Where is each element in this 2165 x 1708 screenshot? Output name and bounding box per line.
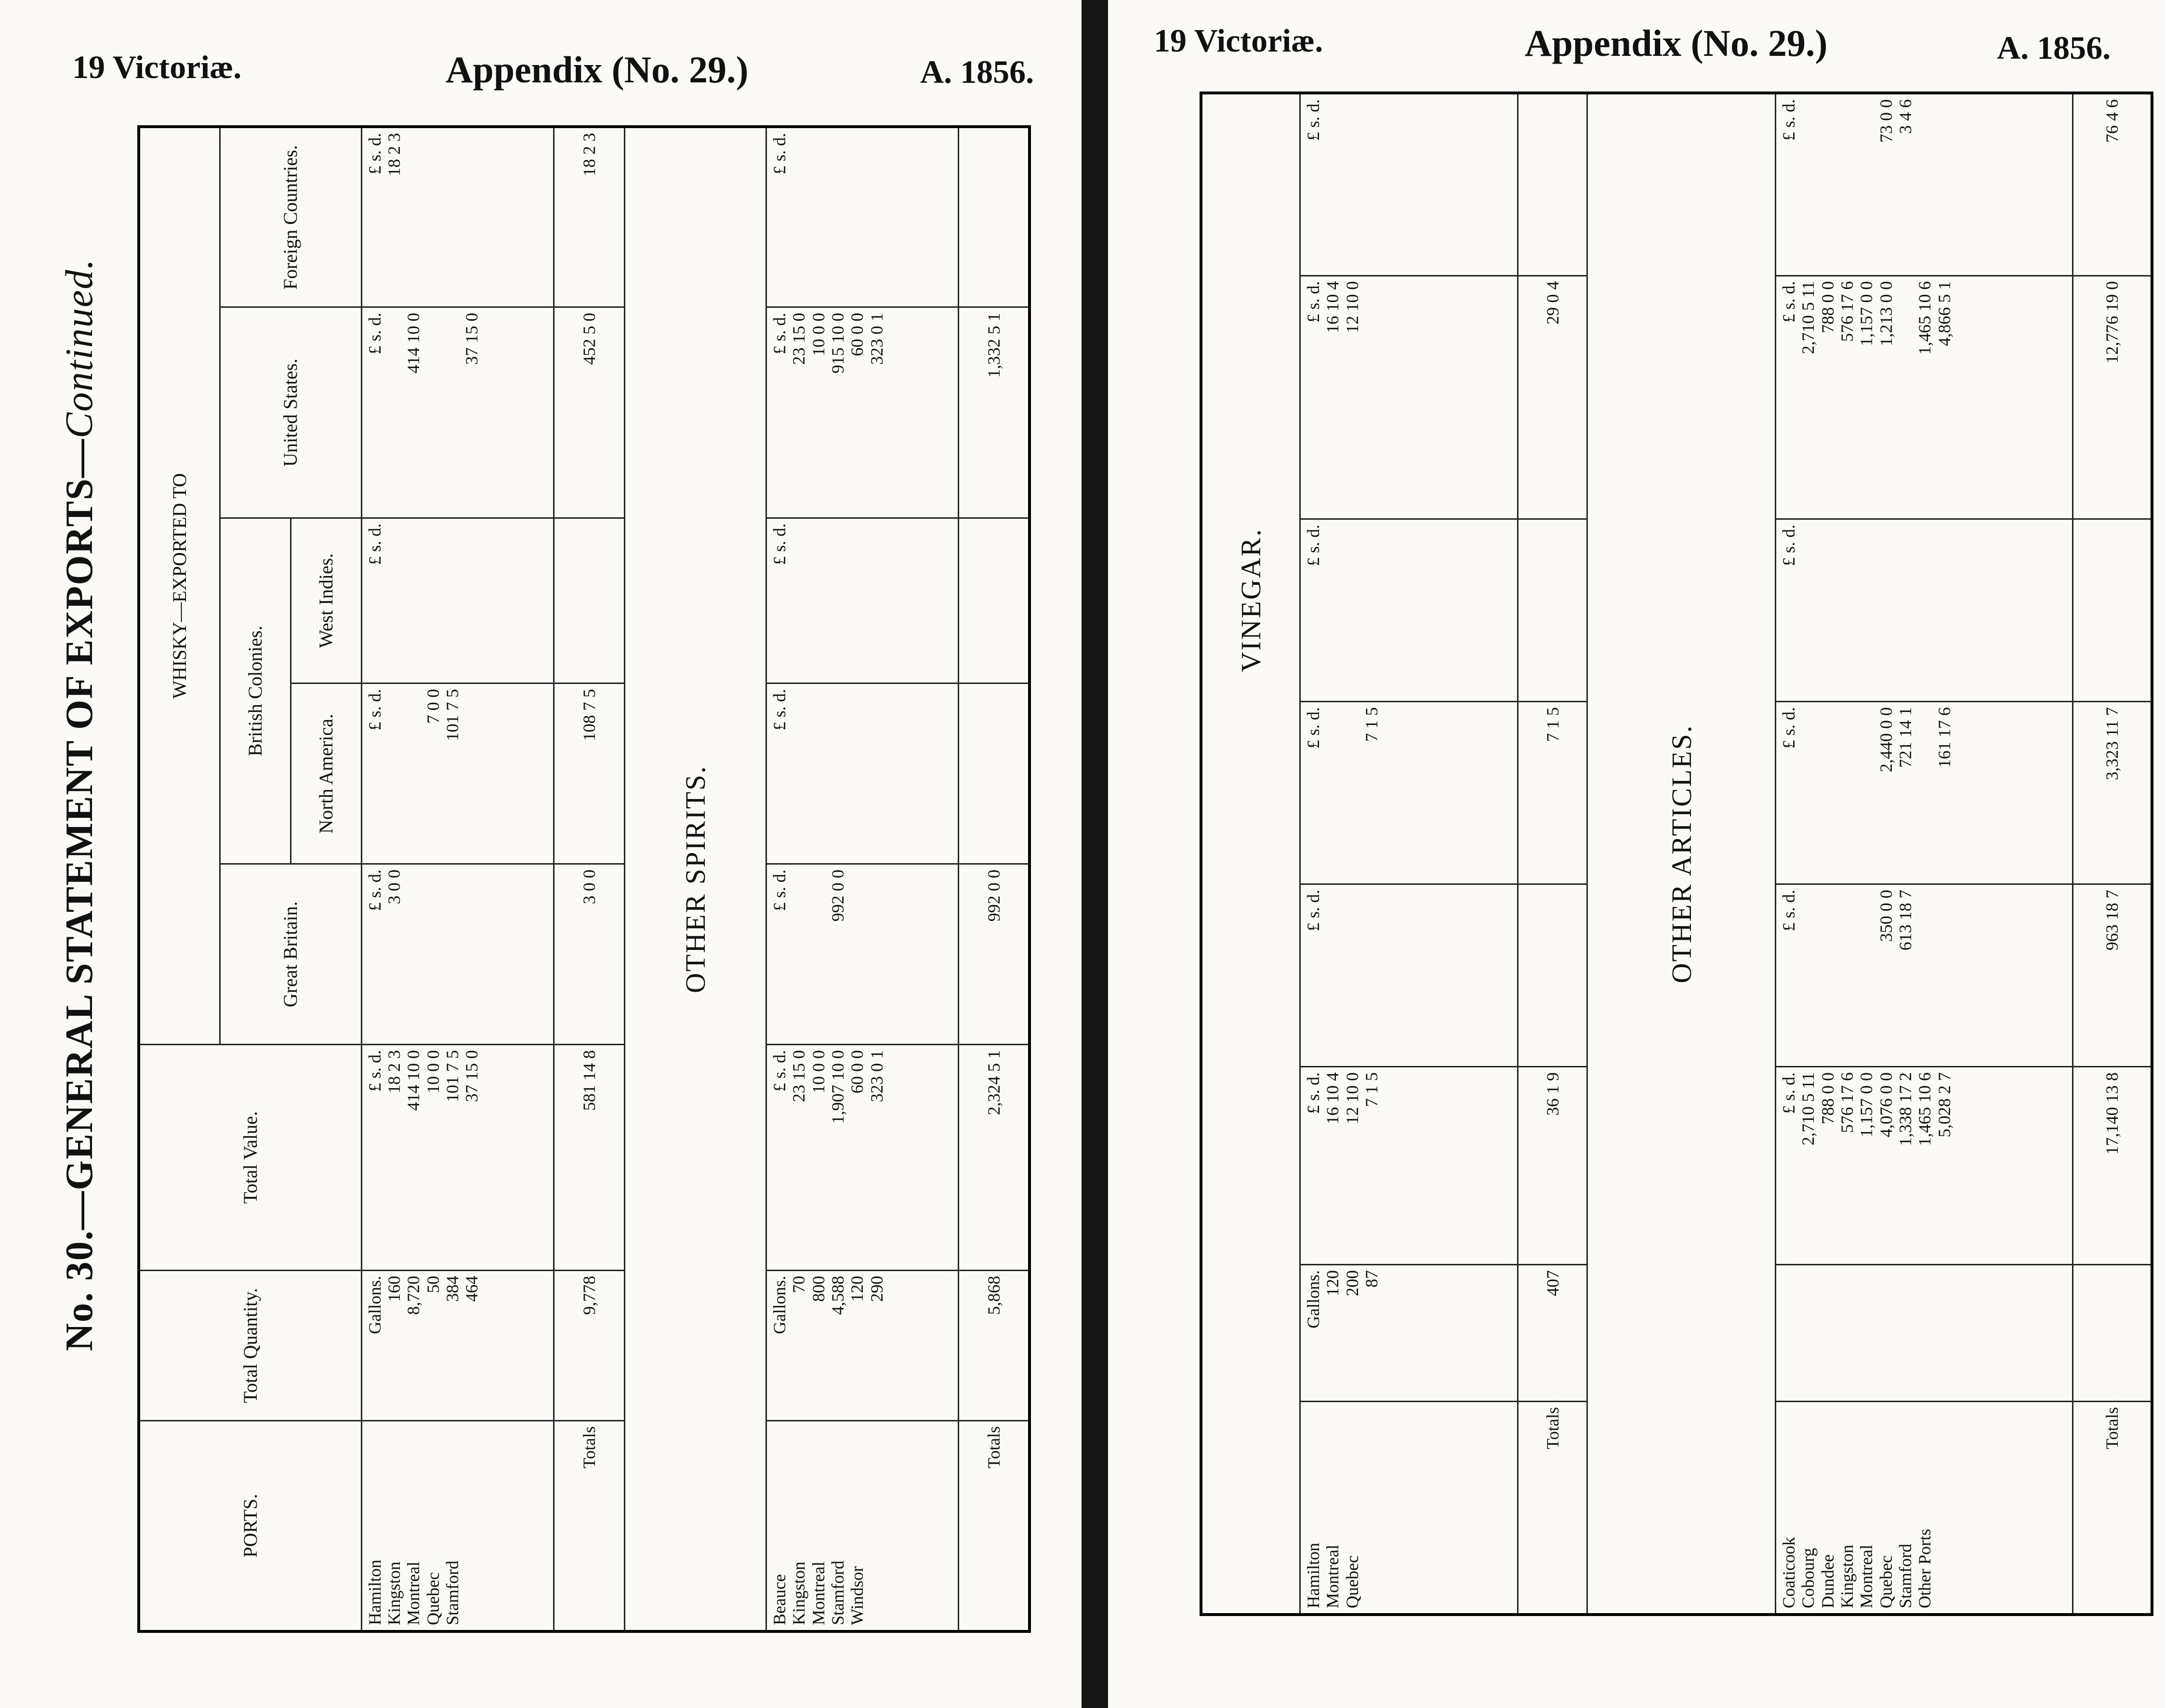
lsd-unit: £ s. d. [1304,707,1323,749]
lsd-unit: £ s. d. [1304,890,1323,932]
totals-label: Totals [959,1421,1030,1631]
articles-quantity-cell [1776,1264,2073,1401]
lsd-unit: £ s. d. [1779,1072,1799,1114]
vinegar-united-states-cell [1300,276,1518,519]
value-entry: 18 2 3 [384,133,404,176]
total-cell: 76 4 6 [2073,93,2152,276]
value-entry: 1,213 0 0 [1876,281,1896,346]
lsd-unit: £ s. d. [1304,281,1323,323]
total-cell [1518,884,1587,1067]
value-entry: 60 0 0 [847,313,867,356]
whisky-exported-to-header: WHISKY—EXPORTED TO [139,127,220,1045]
value-entry: 1,157 0 0 [1857,281,1876,346]
total-cell: 2,324 5 1 [959,1045,1030,1271]
total-cell [1518,93,1587,276]
value-entry: 2,440 0 0 [1876,707,1896,773]
value-entry: 23 15 0 [789,1050,809,1103]
quantity-value: 50 [423,1275,443,1293]
quantity-value: 384 [442,1275,462,1302]
value-entry: 414 10 0 [404,1050,423,1111]
value-entry: 1,907 10 0 [828,1050,848,1124]
total-quantity-header: Total Quantity. [139,1270,361,1420]
left-rotated-table [137,125,1031,1633]
vinegar-great-britain-cell [1300,884,1518,1067]
left-header-appendix: Appendix (No. 29.) [446,49,749,91]
spirits-quantity-cell [766,1270,959,1420]
vinegar-articles-table [1200,92,2153,1616]
left-header-year: A. 1856. [920,53,1034,90]
articles-north-america-cell [1776,702,2073,884]
vinegar-quantity-cell [1300,1264,1518,1401]
vinegar-foreign-cell [1300,93,1518,276]
port-name: Coaticook [1779,1537,1799,1608]
value-entry: 576 17 6 [1837,1072,1857,1133]
lsd-unit: £ s. d. [1304,1072,1323,1114]
total-cell: 9,778 [554,1270,624,1420]
right-page [1108,0,2165,1708]
quantity-value: 8,720 [404,1275,423,1315]
spirits-north-america-cell [766,683,959,864]
total-cell: 17,140 13 8 [2073,1067,2152,1265]
value-entry: 915 10 0 [828,313,848,374]
port-name: Kingston [789,1561,809,1625]
total-cell: 108 7 5 [554,683,624,864]
total-cell [959,127,1030,307]
book-gutter [1082,0,1108,1708]
section-label: VINEGAR. [1201,93,1300,1615]
value-entry: 323 0 1 [867,1050,886,1103]
total-cell [554,518,624,683]
quantity-value: 70 [789,1275,809,1293]
whisky-foreign-cell [361,127,554,307]
lsd-unit: £ s. d. [1779,890,1799,932]
value-entry: 323 0 1 [867,313,886,365]
gallons-unit: Gallons. [365,1275,384,1334]
value-entry: 1,465 10 6 [1915,1072,1935,1146]
document-title [58,259,102,1352]
port-name: Montreal [1857,1545,1876,1608]
value-entry: 60 0 0 [847,1050,867,1094]
value-entry: 73 0 0 [1876,99,1896,143]
right-header-session: 19 Victoriæ. [1154,22,1323,59]
port-name: Quebec [1876,1555,1896,1608]
lsd-unit: £ s. d. [770,869,790,911]
lsd-unit: £ s. d. [365,523,384,565]
total-cell [2073,1264,2152,1401]
value-entry: 7 0 0 [423,689,443,724]
whisky-north-america-cell [361,683,554,864]
port-name: Montreal [404,1562,423,1625]
value-entry: 350 0 0 [1876,890,1896,942]
value-entry: 12 10 0 [1342,1072,1362,1125]
spirits-total-value-cell [766,1045,959,1271]
other-articles-section-row [1587,93,1776,1615]
whisky-united-states-cell [361,307,554,518]
port-name: Quebec [423,1572,443,1625]
total-cell: 5,868 [959,1270,1030,1420]
totals-label: Totals [1518,1402,1587,1615]
value-entry: 3 0 0 [384,869,404,905]
port-name: Cobourg [1798,1548,1818,1608]
value-entry: 37 15 0 [462,1050,482,1103]
lsd-unit: £ s. d. [1304,525,1323,566]
right-rotated-table [1200,92,2153,1616]
value-entry: 161 17 6 [1934,707,1954,768]
port-name: Quebec [1342,1555,1362,1608]
lsd-unit: £ s. d. [770,689,790,731]
value-entry: 414 10 0 [404,313,423,374]
value-entry: 16 10 4 [1323,1072,1343,1125]
value-entry: 5,028 2 7 [1934,1072,1954,1138]
whisky-data-row [361,127,554,1631]
whisky-totals-row [554,127,624,1631]
total-cell: 963 18 7 [2073,884,2152,1067]
value-entry: 101 7 5 [442,689,462,741]
lsd-unit: £ s. d. [365,1050,384,1092]
total-cell: 992 0 0 [959,864,1030,1045]
whisky-great-britain-cell [361,864,554,1045]
quantity-value: 800 [808,1275,828,1302]
port-name: Stamford [442,1561,462,1625]
total-cell: 1,332 5 1 [959,307,1030,518]
lsd-unit: £ s. d. [1779,525,1799,566]
articles-data-row [1776,93,2073,1615]
value-entry: 721 14 1 [1895,707,1915,768]
total-cell: 18 2 3 [554,127,624,307]
port-name: Beauce [770,1574,790,1625]
gallons-unit: Gallons. [770,1275,790,1334]
articles-foreign-cell [1776,93,2073,276]
whisky-west-indies-cell [361,518,554,683]
lsd-unit: £ s. d. [365,313,384,355]
great-britain-header: Great Britain. [220,864,361,1045]
lsd-unit: £ s. d. [365,869,384,911]
spirits-data-row [766,127,959,1631]
quantity-value: 4,588 [828,1275,848,1315]
title-main: No. 30.—GENERAL STATEMENT OF EXPORTS— [58,438,101,1351]
articles-totals-row [2073,93,2152,1615]
section-label: OTHER ARTICLES. [1587,93,1776,1615]
value-entry: 10 0 0 [808,313,828,356]
articles-ports-cell [1776,1402,2073,1615]
lsd-unit: £ s. d. [770,313,790,355]
value-entry: 37 15 0 [462,313,482,365]
port-name: Windsor [847,1566,867,1625]
value-entry: 788 0 0 [1818,1072,1837,1125]
articles-total-value-cell [1776,1067,2073,1265]
port-name: Kingston [384,1561,404,1625]
british-colonies-header: British Colonies. [220,518,290,864]
whisky-ports-cell [361,1421,554,1631]
value-entry: 576 17 6 [1837,281,1857,342]
value-entry: 23 15 0 [789,313,809,365]
quantity-value: 87 [1362,1270,1382,1288]
whisky-quantity-cell [361,1270,554,1420]
value-entry: 1,157 0 0 [1857,1072,1876,1138]
right-header-year: A. 1856. [1997,29,2111,66]
spirits-totals-row [959,127,1030,1631]
total-cell: 407 [1518,1264,1587,1401]
quantity-value: 120 [1323,1270,1343,1296]
total-cell: 3 0 0 [554,864,624,1045]
vinegar-totals-row [1518,93,1587,1615]
quantity-value: 464 [462,1275,482,1302]
spirits-west-indies-cell [766,518,959,683]
vinegar-ports-cell [1300,1402,1518,1615]
total-cell: 12,776 19 0 [2073,276,2152,519]
vinegar-north-america-cell [1300,702,1518,884]
foreign-countries-header: Foreign Countries. [220,127,361,307]
value-entry: 3 4 6 [1895,99,1915,134]
vinegar-west-indies-cell [1300,519,1518,702]
total-cell: 7 1 5 [1518,702,1587,884]
value-entry: 613 18 7 [1895,890,1915,951]
value-entry: 4,866 5 1 [1934,281,1954,346]
lsd-unit: £ s. d. [770,133,790,175]
articles-west-indies-cell [1776,519,2073,702]
lsd-unit: £ s. d. [365,133,384,175]
port-name: Stamford [828,1561,848,1625]
value-entry: 18 2 3 [384,1050,404,1094]
lsd-unit: £ s. d. [1779,281,1799,323]
total-cell: 452 5 0 [554,307,624,518]
value-entry: 788 0 0 [1818,281,1837,333]
left-header-session: 19 Victoriæ. [72,49,242,85]
total-cell [959,518,1030,683]
spirits-united-states-cell [766,307,959,518]
total-cell [2073,519,2152,702]
value-entry: 101 7 5 [442,1050,462,1103]
gallons-unit: Gallons. [1304,1270,1323,1328]
other-spirits-section-row [624,127,766,1631]
west-indies-header: West Indies. [290,518,361,683]
quantity-value: 160 [384,1275,404,1302]
totals-label: Totals [2073,1402,2152,1615]
value-entry: 10 0 0 [423,1050,443,1094]
title-continued: Continued. [58,258,101,438]
lsd-unit: £ s. d. [1779,707,1799,749]
lsd-unit: £ s. d. [1779,99,1799,141]
whisky-spirits-table [137,125,1031,1633]
port-name: Dundee [1818,1554,1837,1608]
port-name: Other Ports [1915,1529,1935,1608]
value-entry: 992 0 0 [828,869,848,922]
port-name: Montreal [1323,1545,1343,1608]
value-entry: 16 10 4 [1323,281,1343,333]
spirits-great-britain-cell [766,864,959,1045]
port-name: Hamilton [365,1560,384,1625]
port-name: Stamford [1895,1544,1915,1608]
quantity-value: 200 [1342,1270,1362,1296]
quantity-value: 290 [867,1275,886,1302]
value-entry: 10 0 0 [808,1050,828,1094]
left-page [0,0,1082,1708]
united-states-header: United States. [220,307,361,518]
lsd-unit: £ s. d. [770,1050,790,1092]
vinegar-total-value-cell [1300,1067,1518,1265]
total-cell: 36 1 9 [1518,1067,1587,1265]
value-entry: 12 10 0 [1342,281,1362,333]
value-entry: 1,338 17 2 [1895,1072,1915,1146]
port-name: Kingston [1837,1544,1857,1608]
lsd-unit: £ s. d. [770,523,790,565]
port-name: Hamilton [1304,1543,1323,1608]
lsd-unit: £ s. d. [365,689,384,731]
ports-header: PORTS. [139,1421,361,1631]
vinegar-data-row [1300,93,1518,1615]
north-america-header: North America. [290,683,361,864]
value-entry: 1,465 10 6 [1915,281,1935,355]
total-cell: 29 0 4 [1518,276,1587,519]
value-entry: 7 1 5 [1362,707,1382,742]
vinegar-section-row [1201,93,1300,1615]
value-entry: 2,710 5 11 [1798,281,1818,355]
value-entry: 7 1 5 [1362,1072,1382,1107]
whisky-total-value-cell [361,1045,554,1271]
value-entry: 4,076 0 0 [1876,1072,1896,1138]
total-cell: 3,323 11 7 [2073,702,2152,884]
articles-united-states-cell [1776,276,2073,519]
total-cell: 581 14 8 [554,1045,624,1271]
section-label: OTHER SPIRITS. [624,127,766,1631]
articles-great-britain-cell [1776,884,2073,1067]
value-entry: 2,710 5 11 [1798,1072,1818,1145]
lsd-unit: £ s. d. [1304,99,1323,141]
spirits-ports-cell [766,1421,959,1631]
totals-label: Totals [554,1421,624,1631]
total-cell [1518,519,1587,702]
quantity-value: 120 [847,1275,867,1302]
total-value-header: Total Value. [139,1045,361,1271]
right-header-appendix: Appendix (No. 29.) [1525,22,1828,64]
spirits-foreign-cell [766,127,959,307]
total-cell [959,683,1030,864]
port-name: Montreal [808,1562,828,1625]
